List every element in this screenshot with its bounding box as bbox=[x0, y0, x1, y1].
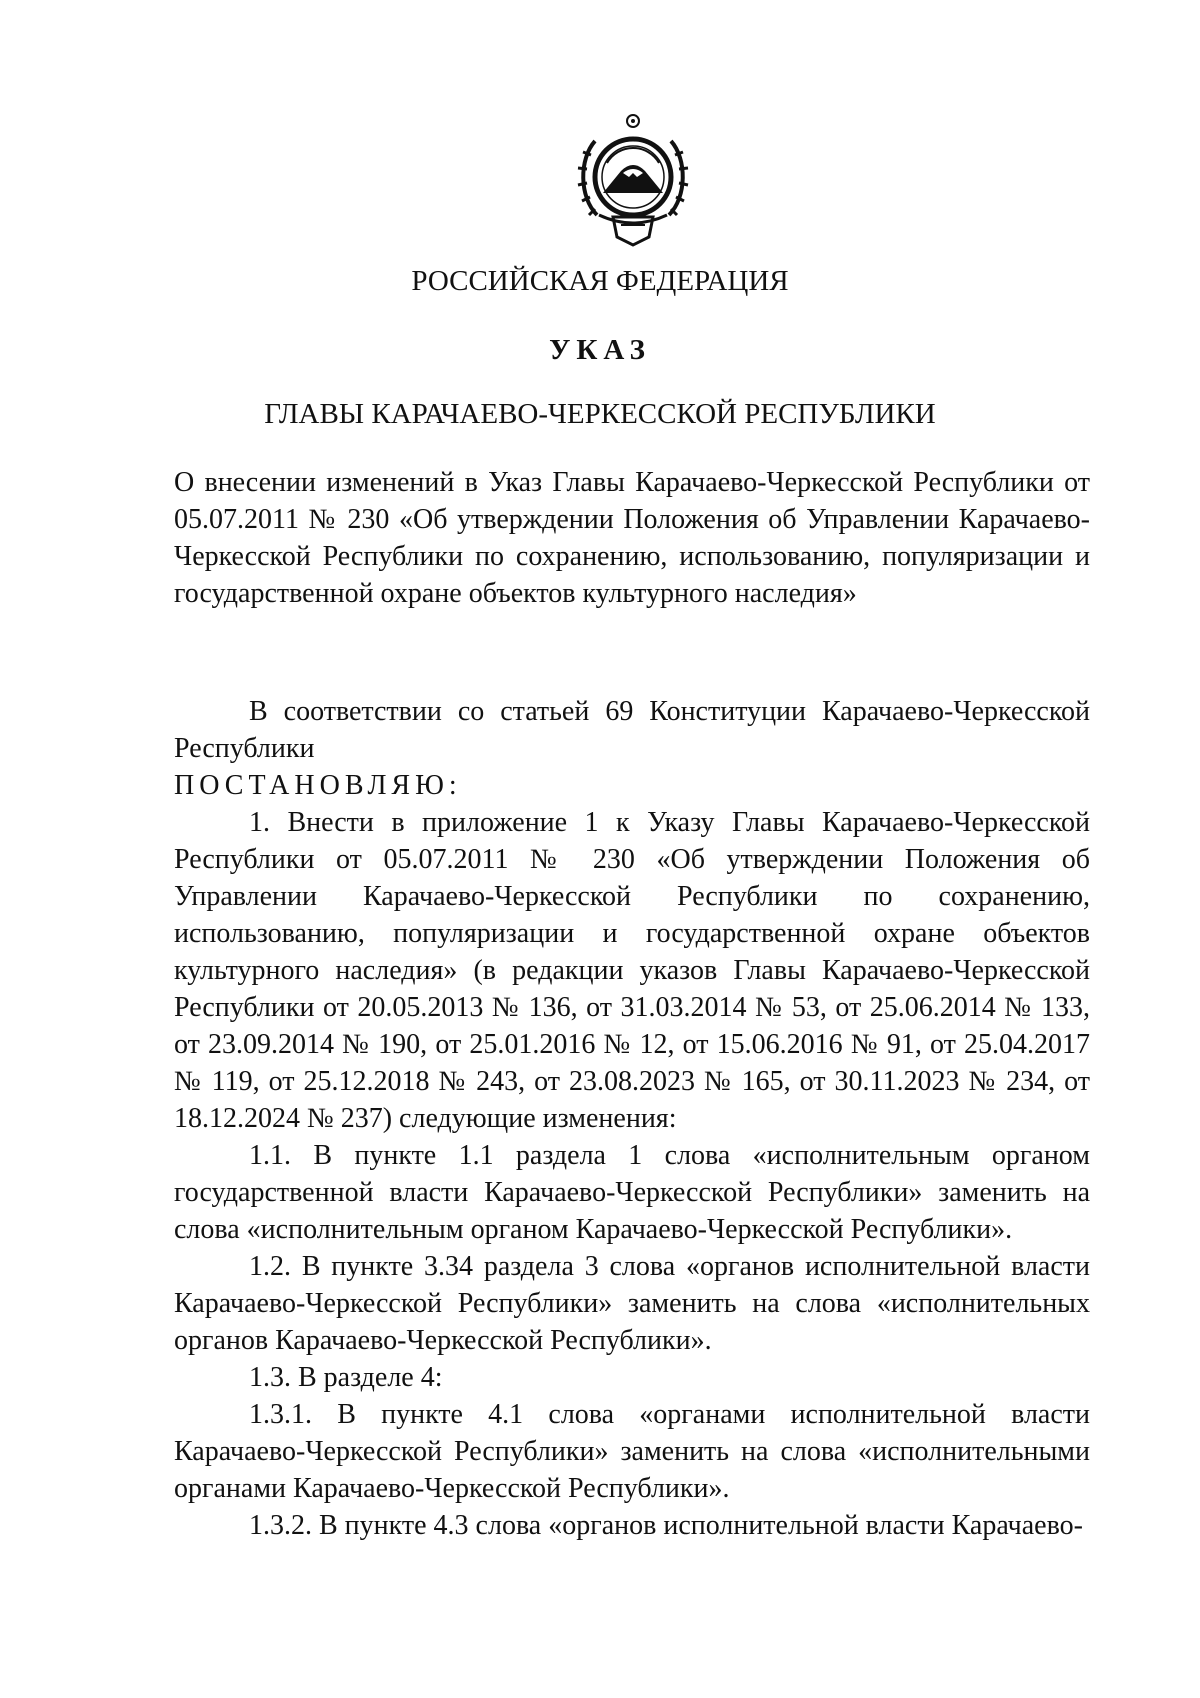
paragraph-item-1-3-1: 1.3.1. В пункте 4.1 слова «органами исполнительной власти Карачаево-Черкесской Республики» заменить на слова «исполнительными органами Карачаево-Черкесской Республики». bbox=[174, 1399, 1090, 1504]
paragraph-item-1-3-2: 1.3.2. В пункте 4.3 слова «органов исполнительной власти Карачаево- bbox=[249, 1510, 1083, 1541]
paragraph-item-1-1: 1.1. В пункте 1.1 раздела 1 слова «исполнительным органом государственной власти Карачаево-Черкесской Республики» заменить на слова «исполнительным органом Карачаево-Черкесской Республики». bbox=[174, 1140, 1090, 1245]
paragraph-item-1-2: 1.2. В пункте 3.34 раздела 3 слова «органов исполнительной власти Карачаево-Черкесской Республики» заменить на слова «исполнительных органов Карачаево-Черкесской Республики». bbox=[174, 1251, 1090, 1356]
country-heading: РОССИЙСКАЯ ФЕДЕРАЦИЯ bbox=[411, 265, 789, 297]
paragraph-item-1-3: 1.3. В разделе 4: bbox=[249, 1362, 443, 1393]
coat-of-arms-icon bbox=[573, 111, 693, 249]
document-title: О внесении изменений в Указ Главы Карачаево-Черкесской Республики от 05.07.2011 № 230 «Об утверждении Положения об Управлении Карачаево-Черкесской Республики по сохранению, использованию, популяризации и государственной охране объектов культурного наследия» bbox=[174, 467, 1090, 609]
document-type-heading: УКАЗ bbox=[549, 334, 651, 366]
decree-word: ПОСТАНОВЛЯЮ: bbox=[174, 770, 462, 801]
issuer-heading: ГЛАВЫ КАРАЧАЕВО-ЧЕРКЕССКОЙ РЕСПУБЛИКИ bbox=[264, 398, 936, 430]
document-body bbox=[174, 464, 1090, 1544]
preamble-paragraph: В соответствии со статьей 69 Конституции Карачаево-Черкесской Республики bbox=[174, 696, 1090, 764]
paragraph-item-1: 1. Внести в приложение 1 к Указу Главы Карачаево-Черкесской Республики от 05.07.2011 № 230 «Об утверждении Положения об Управлении Карачаево-Черкесской Республики по сохранению, использованию, популяризации и государственной охране объектов культурного наследия» (в редакции указов Главы Карачаево-Черкесской Республики от 20.05.2013 № 136, от 31.03.2014 № 53, от 25.06.2014 № 133, от 23.09.2014 № 190, от 25.01.2016 № 12, от 15.06.2016 № 91, от 25.04.2017 № 119, от 25.12.2018 № 243, от 23.08.2023 № 165, от 30.11.2023 № 234, от 18.12.2024 № 237) следующие изменения: bbox=[174, 807, 1090, 1134]
